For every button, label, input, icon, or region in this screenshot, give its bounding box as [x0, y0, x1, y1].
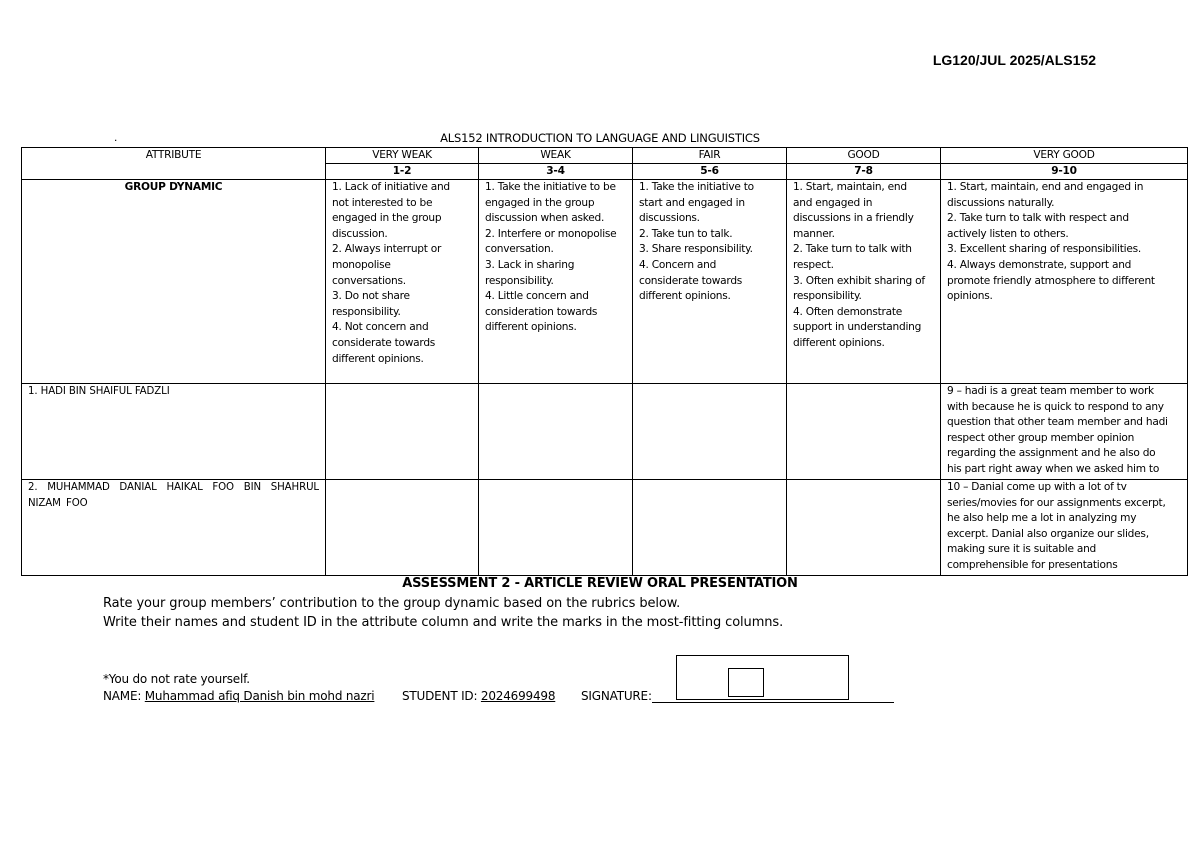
- score-cell[interactable]: [633, 384, 787, 480]
- level-header: VERY WEAK: [326, 148, 479, 164]
- score-cell[interactable]: [479, 384, 633, 480]
- signature-label: SIGNATURE:: [581, 689, 652, 703]
- name-value[interactable]: Muhammad afiq Danish bin mohd nazri: [144, 689, 375, 703]
- level-range: 9-10: [941, 164, 1188, 180]
- signature-line: [652, 702, 894, 703]
- text-line: respect.: [793, 258, 834, 271]
- level-range: 7-8: [787, 164, 941, 180]
- text-line: considerate towards: [639, 274, 743, 287]
- text-line: 4. Always demonstrate, support and: [947, 258, 1132, 271]
- text-line: 1. Take the initiative to be: [485, 181, 616, 193]
- text-line: discussions in a friendly: [793, 212, 914, 225]
- member-comment: [947, 384, 1181, 478]
- text-line: engaged in the group: [485, 196, 595, 209]
- text-line: 2. Interfere or monopolise: [485, 227, 617, 240]
- text-line: 3. Do not share: [332, 290, 410, 303]
- rubric-header-row: [22, 148, 1188, 164]
- level-header: WEAK: [479, 148, 633, 164]
- text-line: with because he is quick to respond to any: [947, 400, 1164, 413]
- level-range: 5-6: [633, 164, 787, 180]
- text-line: responsibility.: [793, 290, 862, 303]
- level-range: 1-2: [326, 164, 479, 180]
- student-id-field: [402, 689, 555, 703]
- score-cell[interactable]: [479, 480, 633, 576]
- text-line: different opinions.: [332, 352, 424, 365]
- attribute-header: ATTRIBUTE: [22, 148, 326, 180]
- text-line: responsibility.: [485, 274, 554, 287]
- text-line: his part right away when we asked him to: [947, 462, 1160, 475]
- score-cell[interactable]: [326, 384, 479, 480]
- text-line: 3. Excellent sharing of responsibilities.: [947, 243, 1141, 256]
- descriptor-cell: [633, 180, 787, 384]
- text-line: different opinions.: [639, 290, 731, 303]
- text-line: discussions naturally.: [947, 196, 1055, 209]
- instruction-text: Write their names and student ID in the attribute column and write the marks in the most-fitting columns.: [103, 615, 784, 630]
- text-line: discussion.: [332, 227, 388, 240]
- text-line: start and engaged in: [639, 196, 745, 209]
- text-line: 4. Often demonstrate: [793, 305, 903, 318]
- member-comment: [947, 480, 1181, 574]
- member-row: [22, 384, 1188, 480]
- name-field: [103, 689, 374, 703]
- text-line: discussions.: [639, 212, 700, 225]
- text-line: 2. Take turn to talk with: [793, 243, 912, 256]
- text-line: manner.: [793, 227, 835, 240]
- member-row: [22, 480, 1188, 576]
- text-line: actively listen to others.: [947, 227, 1069, 240]
- score-cell[interactable]: [326, 480, 479, 576]
- text-line: and engaged in: [793, 196, 873, 209]
- text-line: 1. Start, maintain, end and engaged in: [947, 181, 1144, 193]
- text-line: 2. Take tun to talk.: [639, 227, 733, 240]
- text-line: question that other team member and hadi: [947, 416, 1168, 429]
- descriptor-cell: [787, 180, 941, 384]
- text-line: 9 – hadi is a great team member to work: [947, 385, 1154, 397]
- text-line: making sure it is suitable and: [947, 543, 1097, 556]
- text-line: 4. Not concern and: [332, 321, 429, 334]
- assessment-title: ASSESSMENT 2 - ARTICLE REVIEW ORAL PRESENTATION: [402, 576, 798, 591]
- signature-image-placeholder: [728, 668, 764, 697]
- text-line: conversations.: [332, 274, 406, 287]
- text-line: 1. Lack of initiative and: [332, 181, 450, 193]
- score-cell[interactable]: [633, 480, 787, 576]
- student-id-value[interactable]: 2024699498: [480, 689, 556, 703]
- text-line: promote friendly atmosphere to different: [947, 274, 1155, 287]
- text-line: 2. Take turn to talk with respect and: [947, 212, 1129, 225]
- text-line: 10 – Danial come up with a lot of tv: [947, 481, 1127, 493]
- criterion-name: GROUP DYNAMIC: [22, 180, 326, 384]
- text-line: 3. Lack in sharing: [485, 258, 575, 271]
- text-line: opinions.: [947, 290, 993, 303]
- text-line: considerate towards: [332, 336, 436, 349]
- instruction-text: Rate your group members’ contribution to the group dynamic based on the rubrics below.: [103, 596, 681, 611]
- descriptor-cell: [326, 180, 479, 384]
- text-line: discussion when asked.: [485, 212, 605, 225]
- text-line: not interested to be: [332, 196, 433, 209]
- level-header: VERY GOOD: [941, 148, 1188, 164]
- stray-dot: .: [114, 130, 118, 144]
- text-line: series/movies for our assignments excerpt,: [947, 496, 1166, 509]
- text-line: regarding the assignment and he also do: [947, 447, 1156, 460]
- level-range: 3-4: [479, 164, 633, 180]
- score-cell[interactable]: [787, 480, 941, 576]
- text-line: 3. Often exhibit sharing of: [793, 274, 925, 287]
- text-line: responsibility.: [332, 305, 401, 318]
- descriptor-cell: [479, 180, 633, 384]
- text-line: 4. Concern and: [639, 258, 717, 271]
- rubric-title: ALS152 INTRODUCTION TO LANGUAGE AND LINGUISTICS: [440, 131, 760, 145]
- text-line: 3. Share responsibility.: [639, 243, 753, 256]
- text-line: monopolise: [332, 258, 391, 271]
- descriptor-cell: [941, 180, 1188, 384]
- text-line: comprehensible for presentations: [947, 558, 1118, 571]
- text-line: support in understanding: [793, 321, 922, 334]
- text-line: 4. Little concern and: [485, 290, 589, 303]
- course-code: LG120/JUL 2025/ALS152: [932, 52, 1096, 68]
- name-label: NAME:: [103, 689, 145, 703]
- text-line: different opinions.: [793, 336, 885, 349]
- text-line: 2. Always interrupt or: [332, 243, 442, 256]
- text-line: 1. Take the initiative to: [639, 181, 754, 193]
- level-header: FAIR: [633, 148, 787, 164]
- rubric-table: [21, 147, 1188, 576]
- text-line: consideration towards: [485, 305, 598, 318]
- student-id-label: STUDENT ID:: [402, 689, 481, 703]
- score-cell[interactable]: [787, 384, 941, 480]
- text-line: he also help me a lot in analyzing my: [947, 512, 1137, 525]
- level-header: GOOD: [787, 148, 941, 164]
- text-line: different opinions.: [485, 321, 577, 334]
- member-name: 2. MUHAMMAD DANIAL HAIKAL FOO BIN SHAHRUL NIZAM FOO: [22, 480, 326, 576]
- criterion-row: [22, 180, 1188, 384]
- text-line: respect other group member opinion: [947, 431, 1135, 444]
- text-line: excerpt. Danial also organize our slides,: [947, 527, 1149, 540]
- score-cell[interactable]: [941, 480, 1188, 576]
- text-line: conversation.: [485, 243, 554, 256]
- score-cell[interactable]: [941, 384, 1188, 480]
- self-rating-note: *You do not rate yourself.: [103, 672, 250, 686]
- text-line: engaged in the group: [332, 212, 442, 225]
- member-name: 1. HADI BIN SHAIFUL FADZLI: [22, 384, 326, 480]
- text-line: 1. Start, maintain, end: [793, 181, 907, 193]
